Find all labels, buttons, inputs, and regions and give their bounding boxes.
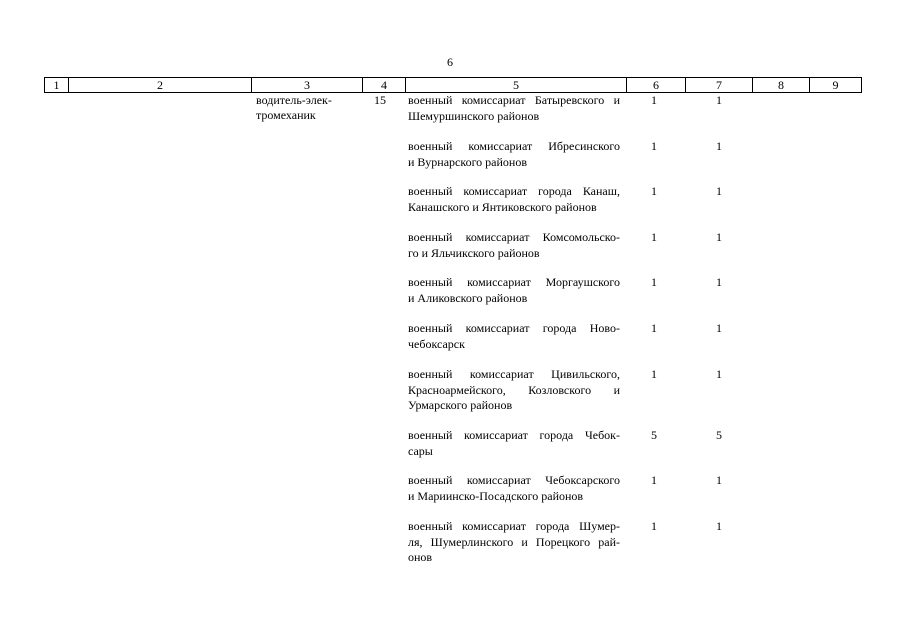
column-6-value: 1 — [651, 93, 657, 107]
commissariat-name-line: онов — [408, 550, 433, 564]
column-6-value: 1 — [651, 139, 657, 153]
column-header-3: 3 — [251, 78, 362, 92]
column-7-value: 5 — [716, 428, 722, 442]
column-7-value: 1 — [716, 367, 722, 381]
column-6-value: 1 — [651, 519, 657, 533]
commissariat-name-line: и Аликовского районов — [408, 290, 528, 305]
commissariat-name-line: и Вурнарского районов — [408, 154, 528, 169]
column-header-9: 9 — [809, 78, 862, 92]
column-header-2: 2 — [68, 78, 251, 92]
commissariat-name-line: Урмарского районов — [408, 398, 513, 412]
column-header-6: 6 — [626, 78, 685, 92]
column-7-value: 1 — [716, 275, 722, 289]
column-7-value: 1 — [716, 321, 722, 335]
position-title-line: водитель-элек- — [256, 93, 332, 107]
commissariat-name-line: го и Яльчикского районов — [408, 245, 540, 260]
table-row — [408, 230, 620, 261]
page-number: 6 — [447, 55, 453, 69]
commissariat-name-line: Шемуршинского районов — [408, 108, 540, 123]
table-row — [408, 473, 620, 504]
column-7-value: 1 — [716, 184, 722, 198]
column-header-4: 4 — [362, 78, 405, 92]
column-header-5: 5 — [405, 78, 626, 92]
commissariat-name-line: военный комиссариат города Канаш, — [408, 184, 620, 198]
commissariat-name-line: военный комиссариат Батыревского и — [408, 93, 620, 107]
table-row — [408, 93, 620, 124]
column-7-value: 1 — [716, 473, 722, 487]
commissariat-name-line: чебоксарск — [408, 336, 465, 351]
table-row — [408, 321, 620, 352]
column-6-value: 5 — [651, 428, 657, 442]
position-title-line: тромеханик — [256, 108, 316, 122]
column-6-value: 1 — [651, 367, 657, 381]
table-row — [408, 428, 620, 459]
column-6-value: 1 — [651, 230, 657, 244]
commissariat-name-line: военный комиссариат Цивильского, — [408, 367, 620, 381]
table-row — [408, 139, 620, 170]
column-6-value: 1 — [651, 275, 657, 289]
commissariat-name-line: военный комиссариат Чебоксарского — [408, 473, 620, 487]
table-row — [408, 519, 620, 566]
commissariat-name-line: сары — [408, 443, 433, 458]
column-7-value: 1 — [716, 230, 722, 244]
table-row — [408, 184, 620, 215]
commissariat-name-line: военный комиссариат города Ново- — [408, 321, 620, 335]
column-6-value: 1 — [651, 321, 657, 335]
commissariat-name-line: ля, Шумерлинского и Порецкого рай- — [408, 534, 620, 549]
column-7-value: 1 — [716, 139, 722, 153]
table-row — [408, 275, 620, 306]
commissariat-name-line: военный комиссариат города Чебок- — [408, 428, 620, 442]
commissariat-name-line: военный комиссариат Комсомольско- — [408, 230, 620, 244]
column-6-value: 1 — [651, 184, 657, 198]
commissariat-name-line: военный комиссариат Моргаушского — [408, 275, 620, 289]
commissariat-name-line: Красноармейского, Козловского и — [408, 382, 620, 397]
table-row — [408, 367, 620, 414]
column-header-7: 7 — [685, 78, 752, 92]
commissariat-name-line: и Мариинско-Посадского районов — [408, 488, 584, 503]
table-header-row — [44, 77, 862, 93]
position-count: 15 — [374, 93, 386, 107]
commissariat-name-line: военный комиссариат Ибресинского — [408, 139, 620, 153]
column-header-8: 8 — [752, 78, 809, 92]
column-6-value: 1 — [651, 473, 657, 487]
column-header-1: 1 — [44, 78, 68, 92]
position-title — [256, 93, 332, 123]
commissariat-name-line: военный комиссариат города Шумер- — [408, 519, 620, 533]
commissariat-name-line: Канашского и Янтиковского районов — [408, 199, 597, 214]
column-7-value: 1 — [716, 93, 722, 107]
column-7-value: 1 — [716, 519, 722, 533]
